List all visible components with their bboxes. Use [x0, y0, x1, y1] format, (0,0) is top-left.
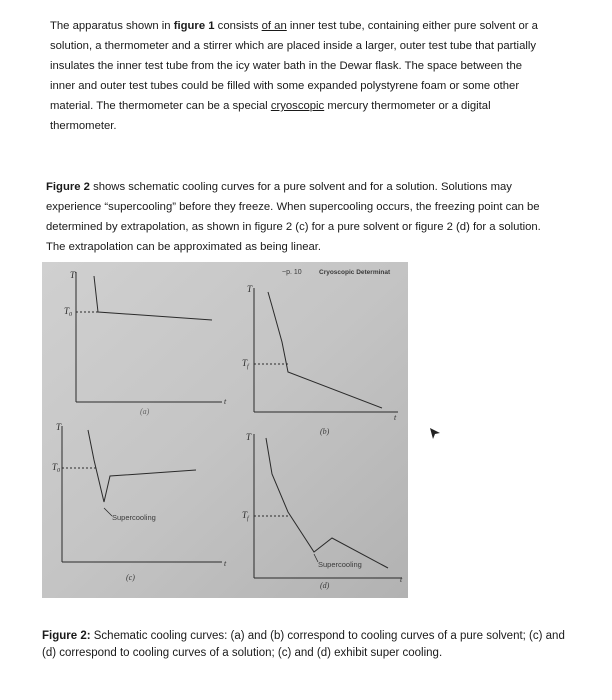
axis-label-T-c: T	[56, 422, 62, 432]
para1-underlined-1: of an	[261, 20, 287, 32]
cooling-curves-photo	[42, 262, 408, 598]
figure-2-caption	[42, 628, 582, 662]
axis-label-T-d: T	[246, 432, 252, 442]
panel-label-b: (b)	[320, 427, 330, 436]
photo-header-right: Cryoscopic Determinat	[319, 269, 391, 276]
axis-label-t-b: t	[394, 413, 397, 422]
para1-text-4: mercury thermometer or a digital thermometer.	[50, 100, 491, 132]
axis-label-t-a: t	[224, 397, 227, 406]
para1-text-1: The apparatus shown in	[50, 20, 174, 32]
axis-label-T-a: T	[70, 270, 76, 280]
caption-text: Schematic cooling curves: (a) and (b) correspond to cooling curves of a pure solvent; (c) and (d) correspond to cooling curves of a solution; (c) and (d) exhibit super cooling.	[42, 630, 565, 659]
axis-label-t-c: t	[224, 559, 227, 568]
panel-label-c: (c)	[126, 573, 135, 582]
tf-label-d: $T_f$	[242, 510, 249, 522]
axis-label-T-b: T	[247, 284, 253, 294]
cooling-curves-paragraph	[46, 177, 556, 257]
panel-label-d: (d)	[320, 581, 330, 590]
para2-text: shows schematic cooling curves for a pure solvent and for a solution. Solutions may experience “supercooling” before they freeze. When supercooling occurs, the freezing point can be determined by extrapolation, as shown in figure 2 (c) for a pure solvent or figure 2 (d) for a solution. The extrapolation can be approximated as being linear.	[46, 181, 541, 253]
axis-label-t-d: t	[400, 575, 403, 584]
t0-label-c: $T_0$	[52, 462, 61, 474]
para1-text-2: consists	[214, 20, 262, 32]
figure-1-reference: figure 1	[173, 20, 215, 32]
para1-underlined-2: cryoscopic	[270, 100, 325, 112]
caption-label: Figure 2:	[42, 630, 91, 642]
panel-label-a: (a)	[140, 407, 150, 416]
photo-header-left: ~p. 10	[282, 269, 302, 276]
tf-label-b: $T_f$	[242, 358, 249, 370]
supercooling-label-c: Supercooling	[112, 513, 156, 522]
mouse-cursor-icon	[428, 426, 442, 440]
figure-2-reference: Figure 2	[46, 181, 90, 193]
t0-label-a: $T_0$	[64, 306, 73, 318]
apparatus-paragraph	[50, 16, 550, 136]
supercooling-label-d: Supercooling	[318, 560, 362, 569]
para1-text-3: inner test tube, containing either pure solvent or a solution, a thermometer and a stirrer which are placed inside a larger, outer test tube that partially insulates the inner test tube from the icy water bath in the Dewar flask. The space between the inner and outer test tubes could be filled with some expanded polystyrene foam or some other material. The thermometer can be a special	[50, 20, 538, 112]
